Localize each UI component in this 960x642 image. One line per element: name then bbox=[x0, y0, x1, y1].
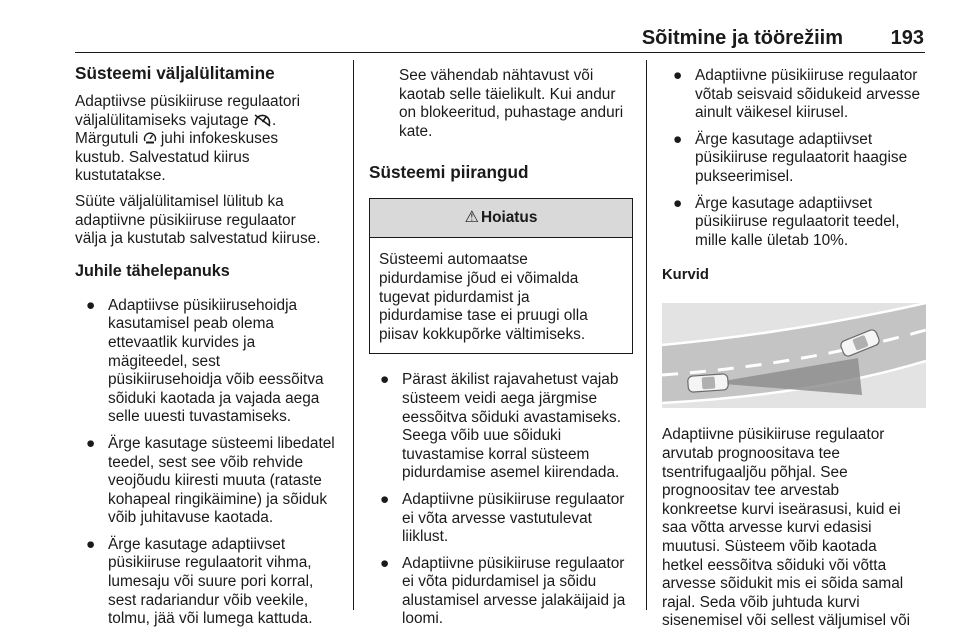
text-line: sõiduki kaotada ja vajada aega bbox=[108, 389, 320, 407]
list-item bbox=[369, 371, 633, 483]
warning-header bbox=[370, 199, 632, 238]
text-line: hetkel eessõitva sõiduki või võtta bbox=[662, 556, 887, 574]
text-line: Adaptiivse püsikiiruse regulaatori bbox=[75, 93, 300, 110]
text-line: kohapeal ringikäimine) ja sõiduk bbox=[108, 490, 328, 508]
bullet-icon: ● bbox=[673, 130, 683, 148]
text-line: Adaptiivne püsikiiruse regulaator bbox=[662, 426, 885, 444]
text-line: ainult väikesel kiirusel. bbox=[695, 104, 849, 122]
text-line: Adaptiivne püsikiiruse regulaator bbox=[402, 490, 625, 508]
text-line: teedel, sest see võib rehvide bbox=[108, 453, 304, 471]
text-line: pidurdamise asemel kiirendada. bbox=[402, 464, 620, 482]
text-line: mägiteedel, sest bbox=[108, 352, 221, 370]
left-column bbox=[75, 62, 347, 637]
list-item bbox=[662, 195, 934, 251]
text-line: liiklust. bbox=[402, 528, 449, 546]
list-item bbox=[369, 491, 633, 547]
text-line: püsikiiruse regulaatorit haagise bbox=[695, 149, 908, 167]
text-line: süsteem veidi aega järgmise bbox=[402, 389, 598, 407]
text-line: Pärast äkilist rajavahetust vajab bbox=[402, 371, 619, 389]
text-line: Ärge kasutage süsteemi libedatel bbox=[108, 434, 335, 452]
text-line: kasutamisel peab olema bbox=[108, 315, 274, 333]
text-line: välja ja kustutab salvestatud kiiruse. bbox=[75, 230, 321, 248]
bullet-icon: ● bbox=[380, 554, 390, 572]
bullet-icon: ● bbox=[86, 434, 96, 452]
text-line: kaotab selle täielikult. Kui andur bbox=[399, 85, 616, 103]
paragraph bbox=[369, 67, 633, 141]
text-line: pidurdamise tase ei pruugi olla bbox=[379, 307, 588, 325]
text-line: juhi infokeskuses bbox=[160, 130, 279, 148]
bullet-icon: ● bbox=[673, 67, 683, 84]
text-line: Adaptiivne püsikiiruse regulaator bbox=[695, 67, 918, 84]
text-line: võib juhitavuse kaotada. bbox=[108, 509, 274, 527]
warning-icon: ⚠ bbox=[464, 209, 479, 227]
text-line: on blokeeritud, puhastage anduri bbox=[399, 104, 624, 122]
text-line: sisenemisel või sellest väljumisel või bbox=[662, 612, 911, 630]
text-line: pidurdamise jõud ei võimalda bbox=[379, 269, 579, 287]
text-line: ei võta pidurdamisel ja sõidu bbox=[402, 573, 597, 591]
text-line: veojõudu kiiresti muuta (rataste bbox=[108, 472, 322, 490]
bullet-list bbox=[369, 371, 633, 629]
section-heading: Süsteemi väljalülitamine bbox=[75, 63, 275, 83]
subheading: Kurvid bbox=[662, 267, 709, 284]
bullet-icon: ● bbox=[380, 371, 390, 389]
text-line: prognoositav tee arvestab bbox=[662, 482, 840, 500]
list-item bbox=[662, 67, 934, 123]
text-line: adaptiivne püsikiiruse regulaator bbox=[75, 211, 296, 229]
text-line: tugevat pidurdamist ja bbox=[379, 288, 530, 306]
text-line: kustutatakse. bbox=[75, 167, 166, 185]
text-line: pukseerimisel. bbox=[695, 167, 794, 185]
page-number: 193 bbox=[890, 27, 924, 49]
header-rule bbox=[75, 52, 925, 53]
text-line: kustub. Salvestatud kiirus bbox=[75, 148, 250, 166]
text-line: püsikiirusehoidja võib eessõitva bbox=[108, 371, 324, 389]
section-heading: Süsteemi piirangud bbox=[369, 162, 529, 183]
warning-text bbox=[370, 238, 632, 353]
text-line: tsentrifugaaljõu põhjal. See bbox=[662, 463, 848, 481]
text-line: Adaptiivne püsikiiruse regulaator bbox=[402, 554, 625, 572]
text-line: ei võta arvesse vastutulevat bbox=[402, 509, 592, 527]
text-line: lumesaju või suure pori korral, bbox=[108, 573, 314, 591]
text-line: püsikiiruse regulaatorit teedel, bbox=[695, 213, 900, 231]
text-line: väljalülitamiseks vajutage bbox=[75, 111, 249, 129]
text-line: Seega võib uue sõiduki bbox=[402, 427, 562, 445]
text-line: loomi. bbox=[402, 610, 444, 628]
text-line: sest radariandur võib veekile, bbox=[108, 591, 309, 609]
text-line: Süsteemi automaatse bbox=[379, 251, 528, 269]
warning-box bbox=[369, 198, 633, 354]
text-line: eessõitva sõiduki avastamiseks. bbox=[402, 408, 621, 426]
column-divider bbox=[646, 60, 647, 610]
text-line: Ärge kasutage adaptiivset bbox=[108, 535, 286, 553]
right-column bbox=[662, 67, 934, 638]
list-item bbox=[369, 555, 633, 629]
text-line: Märgutuli bbox=[75, 130, 139, 148]
text-line: tolmu, jää või lumega kattuda. bbox=[108, 610, 313, 628]
text-line: alustamisel arvesse jalakäijaid ja bbox=[402, 591, 626, 609]
bullet-icon: ● bbox=[86, 535, 96, 553]
text-line: konkreetse kurvi iseärasusi, kuid ei bbox=[662, 500, 901, 518]
text-line: arvesse sõidukit mis ei sõida samal bbox=[662, 575, 904, 593]
warning-title: Hoiatus bbox=[480, 209, 538, 227]
text-line: ettevaatlik kurvides ja bbox=[108, 333, 256, 351]
cruise-control-icon bbox=[253, 113, 272, 127]
bullet-list bbox=[662, 67, 934, 250]
subheading: Juhile tähelepanuks bbox=[75, 261, 230, 280]
list-item bbox=[75, 297, 347, 427]
paragraph: Adaptiivse püsikiiruse regulaatori väljalülitamiseks vajutage . Märgutuli juhi infokeskuses kustub. Salvestatud kiirus kustutatakse. bbox=[75, 93, 300, 185]
text-line: See vähendab nähtavust või bbox=[399, 67, 594, 84]
text-line: kate. bbox=[399, 122, 433, 140]
running-header-title: Sõitmine ja töörežiim bbox=[641, 27, 843, 49]
bullet-list bbox=[75, 297, 347, 629]
paragraph bbox=[662, 426, 934, 631]
text-line: selle uuesti tuvastamiseks. bbox=[108, 408, 292, 426]
text-line: arvutab prognoositava tee bbox=[662, 444, 840, 462]
cruise-indicator-icon bbox=[143, 131, 157, 144]
text-line: piisav kokkupõrke vältimiseks. bbox=[379, 325, 586, 343]
text-line: püsikiiruse regulaatorit vihma, bbox=[108, 554, 312, 572]
text-line: võtab seisvaid sõidukeid arvesse bbox=[695, 85, 920, 103]
bullet-icon: ● bbox=[86, 296, 96, 314]
paragraph bbox=[75, 193, 347, 249]
list-item bbox=[75, 536, 347, 629]
list-item bbox=[75, 435, 347, 528]
text-line: Ärge kasutage adaptiivset bbox=[695, 130, 873, 148]
curved-road-radar-illustration bbox=[662, 303, 926, 408]
text-line: rajal. Seda võib juhtuda kurvi bbox=[662, 593, 860, 611]
text-line: tuvastamise korral süsteem bbox=[402, 445, 590, 463]
bullet-icon: ● bbox=[380, 490, 390, 508]
column-divider bbox=[353, 60, 354, 610]
text-line: mille kalle ületab 10%. bbox=[695, 231, 849, 249]
text-line: Ärge kasutage adaptiivset bbox=[695, 194, 873, 212]
text-line: saa võtta arvesse kurvi edasisi bbox=[662, 519, 872, 537]
bullet-icon: ● bbox=[673, 194, 683, 212]
text-line: Adaptiivse püsikiirusehoidja bbox=[108, 296, 298, 314]
middle-column bbox=[369, 67, 633, 637]
list-item bbox=[662, 131, 934, 187]
text-line: Süüte väljalülitamisel lülitub ka bbox=[75, 192, 284, 210]
text-line: muutusi. Süsteem võib kaotada bbox=[662, 537, 877, 555]
